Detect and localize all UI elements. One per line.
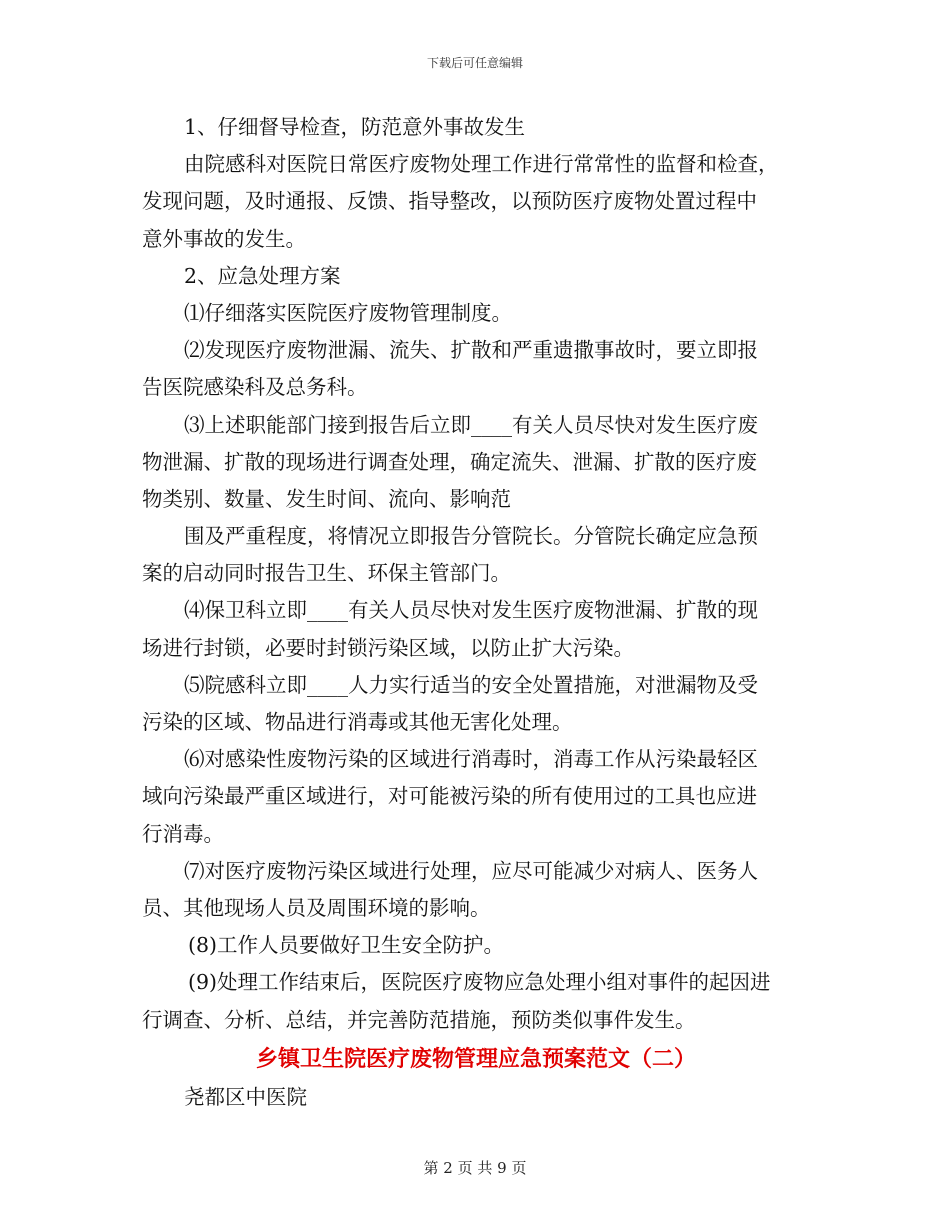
paragraph-line: 告医院感染科及总务科。: [142, 375, 368, 400]
paragraph-line: ⑷保卫科立即____有关人员尽快对发生医疗废物泄漏、扩散的现: [184, 598, 758, 623]
document-body: [142, 109, 810, 1116]
paragraph-line: 围及严重程度，将情况立即报告分管院长。分管院长确定应急预: [184, 524, 758, 549]
paragraph-line: 发现问题，及时通报、反馈、指导整改，以预防医疗废物处置过程中: [142, 189, 757, 214]
paragraph-line: 案的启动同时报告卫生、环保主管部门。: [142, 561, 511, 586]
paragraph-line: (9)处理工作结束后，医院医疗废物应急处理小组对事件的起因进: [188, 970, 771, 995]
paragraph-line: ⑹对感染性废物污染的区域进行消毒时，消毒工作从污染最轻区: [184, 747, 758, 772]
page-footer: 第 2 页 共 9 页: [423, 1159, 527, 1177]
paragraph-line: (8)工作人员要做好卫生安全防护。: [188, 933, 505, 958]
paragraph-line: ⑵发现医疗废物泄漏、流失、扩散和严重遗撒事故时，要立即报: [184, 338, 758, 363]
paragraph-line: 域向污染最严重区域进行，对可能被污染的所有使用过的工具也应进: [142, 784, 757, 809]
paragraph-line: 物泄漏、扩散的现场进行调查处理，确定流失、泄漏、扩散的医疗废: [142, 449, 757, 474]
paragraph-line: 行消毒。: [142, 821, 224, 846]
organization-name: 尧都区中医院: [184, 1084, 307, 1109]
paragraph-line: 行调查、分析、总结，并完善防范措施，预防类似事件发生。: [142, 1007, 696, 1032]
page-header: 下载后可任意编辑: [426, 56, 523, 70]
paragraph-line: 物类别、数量、发生时间、流向、影响范: [142, 486, 511, 511]
section-title: 乡镇卫生院医疗废物管理应急预案范文（二）: [255, 1045, 696, 1072]
heading-2: 2、应急处理方案: [184, 263, 341, 288]
heading-1: 1、仔细督导检查，防范意外事故发生: [184, 115, 526, 139]
paragraph-line: 场进行封锁，必要时封锁污染区域，以防止扩大污染。: [142, 635, 634, 660]
paragraph-line: ⑴仔细落实医院医疗废物管理制度。: [184, 300, 512, 325]
paragraph-line: 由院感科对医院日常医疗废物处理工作进行常常性的监督和检查，: [184, 152, 779, 177]
paragraph-line: ⑶上述职能部门接到报告后立即____有关人员尽快对发生医疗废: [184, 412, 758, 437]
paragraph-line: 意外事故的发生。: [142, 226, 306, 251]
paragraph-line: ⑸院感科立即____人力实行适当的安全处置措施，对泄漏物及受: [184, 672, 758, 697]
paragraph-line: 污染的区域、物品进行消毒或其他无害化处理。: [142, 710, 573, 734]
paragraph-line: 员、其他现场人员及周围环境的影响。: [142, 895, 491, 920]
paragraph-line: ⑺对医疗废物污染区域进行处理，应尽可能减少对病人、医务人: [184, 858, 758, 883]
